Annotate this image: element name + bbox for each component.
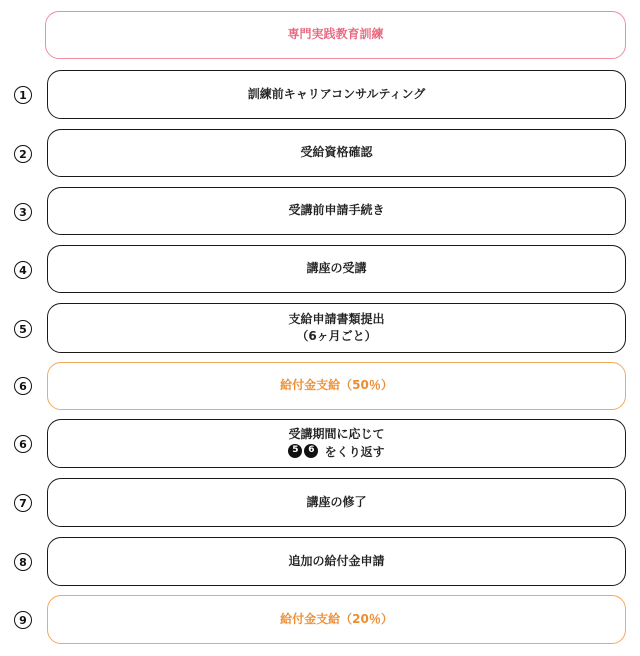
step-number-2: 2 (14, 145, 32, 163)
step-label: 訓練前キャリアコンサルティング (247, 86, 426, 101)
ref-number-6: 6 (304, 444, 318, 458)
step-number-4: 4 (14, 261, 32, 279)
step-label-line1: 支給申請書類提出 (288, 311, 385, 326)
step-box-payout-20 (47, 595, 626, 644)
flow-title-box (45, 11, 626, 59)
step-box-attend-course (47, 245, 626, 293)
step-box-pre-application (47, 187, 626, 235)
step-label-line2: （6ヶ月ごと） (296, 329, 377, 343)
step-label: 受給資格確認 (300, 145, 373, 160)
step-label-line2 (288, 444, 384, 461)
step-label: 追加の給付金申請 (288, 553, 385, 568)
step-box-eligibility-check (47, 129, 626, 177)
step-box-additional-application (47, 537, 626, 586)
step-number-8: 8 (14, 553, 32, 571)
step-label: 講座の受講 (306, 261, 367, 276)
step-label-line1: 受講期間に応じて (288, 427, 385, 442)
step-label: 給付金支給（20％） (280, 611, 393, 626)
step-number-6-repeat: 6 (14, 435, 32, 453)
flow-title: 専門実践教育訓練 (287, 27, 384, 42)
step-box-payout-50 (47, 362, 626, 410)
step-number-5: 5 (14, 320, 32, 338)
step-box-career-consulting (47, 70, 626, 119)
step-box-submit-documents (47, 303, 626, 353)
step-label: 受講前申請手続き (288, 203, 385, 218)
repeat-text: をくり返す (324, 444, 385, 459)
step-box-course-completion (47, 478, 626, 527)
step-label: 給付金支給（50％） (280, 378, 393, 393)
step-number-9: 9 (14, 611, 32, 629)
step-number-3: 3 (14, 203, 32, 221)
ref-number-5: 5 (288, 444, 302, 458)
step-number-7: 7 (14, 494, 32, 512)
step-number-1: 1 (14, 86, 32, 104)
step-label: 講座の修了 (306, 494, 367, 509)
step-box-repeat (47, 419, 626, 468)
step-number-6: 6 (14, 377, 32, 395)
